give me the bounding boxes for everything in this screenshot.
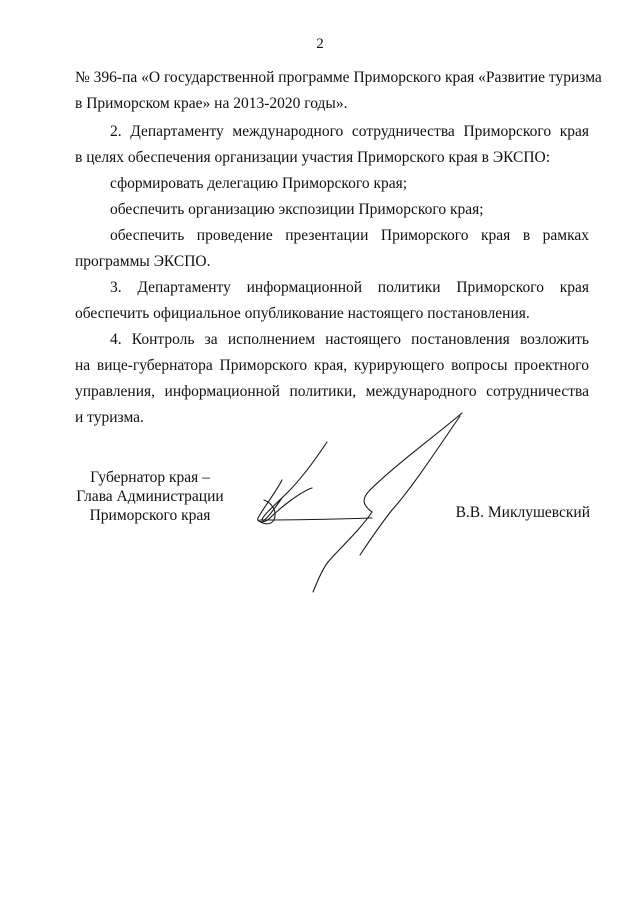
signatory-name: В.В. Миклушевский bbox=[455, 504, 590, 521]
text-line: 2. Департаменту международного сотрудничества Приморского края bbox=[110, 123, 589, 140]
text-line: и туризма. bbox=[75, 409, 144, 426]
text-line: № 396-па «О государственной программе Приморского края «Развитие туризма bbox=[75, 69, 602, 86]
text-line: 4. Контроль за исполнением настоящего постановления возложить bbox=[110, 331, 589, 348]
text-line: обеспечить организацию экспозиции Приморского края; bbox=[110, 201, 484, 218]
text-line: 3. Департаменту информационной политики Приморского края bbox=[110, 279, 589, 296]
text-line: управления, информационной политики, международного сотрудничества bbox=[75, 383, 589, 400]
signatory-title-line: Глава Администрации bbox=[76, 488, 224, 505]
text-line: в целях обеспечения организации участия Приморского края в ЭКСПО: bbox=[75, 149, 551, 166]
signatory-title-line: Приморского края bbox=[89, 507, 211, 524]
page-number: 2 bbox=[316, 36, 324, 52]
text-line: обеспечить официальное опубликование настоящего постановления. bbox=[75, 305, 530, 322]
text-line: в Приморском крае» на 2013-2020 годы». bbox=[75, 95, 348, 112]
signatory-title-line: Губернатор края – bbox=[90, 469, 210, 486]
text-line: обеспечить проведение презентации Приморского края в рамках bbox=[110, 227, 589, 244]
text-line: сформировать делегацию Приморского края; bbox=[110, 175, 408, 192]
text-line: на вице-губернатора Приморского края, курирующего вопросы проектного bbox=[75, 357, 589, 374]
text-line: программы ЭКСПО. bbox=[75, 253, 211, 270]
